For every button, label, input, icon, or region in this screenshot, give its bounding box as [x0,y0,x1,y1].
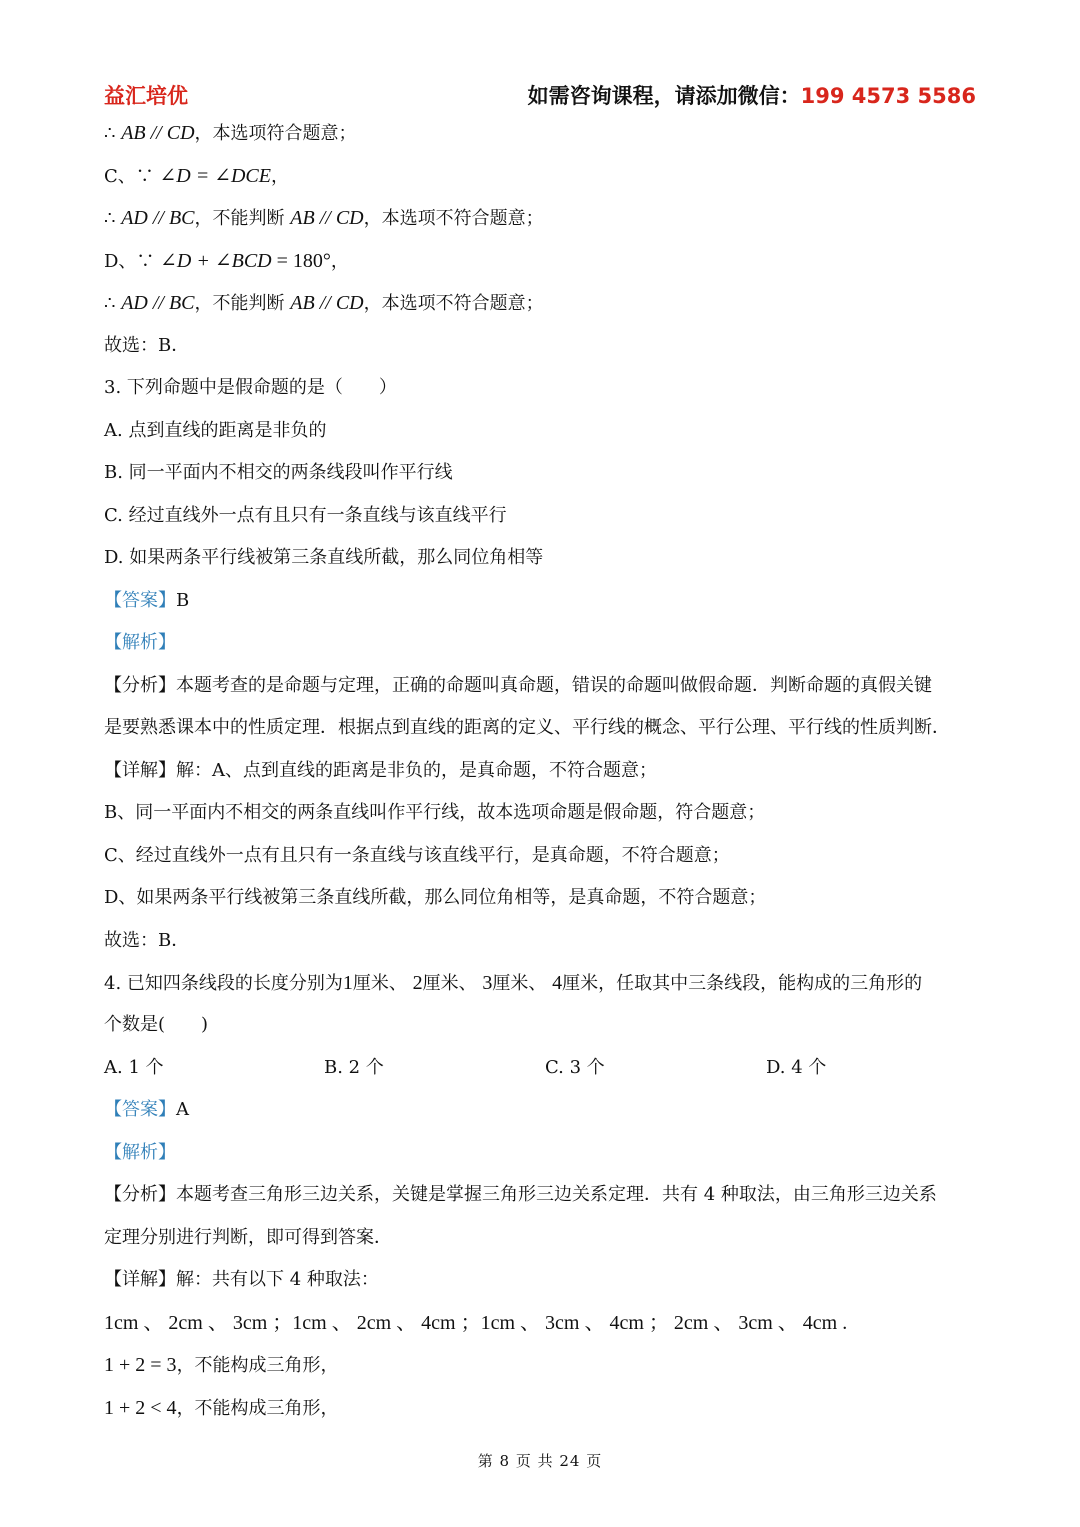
q4-options-row [104,1055,980,1081]
q3-option-a: A. 点到直线的距离是非负的 [104,420,327,441]
line-text: ，本选项不符合题意； [363,293,544,314]
therefore-symbol: ∴ [104,293,116,314]
line-text: ，本选项不符合题意； [363,208,544,229]
contact-info [528,80,976,110]
q3-detail-line: C、经过直线外一点有且只有一条直线与该直线平行，是真命题，不符合题意； [104,845,730,866]
line-text: ， [270,166,289,187]
q4-analysis-line: 定理分别进行判断，即可得到答案． [104,1227,392,1248]
math-number: 3 [482,972,493,994]
q4-option-b: B. 2 个 [324,1057,384,1078]
math-number: 1 [342,972,353,994]
page-number: 第 8 页 共 24 页 [477,1452,603,1470]
q3-conclusion: 故选：B． [104,930,190,951]
text-line [104,120,980,147]
math-expr: ∠D + ∠BCD [160,250,272,272]
line-text: ， [330,251,349,272]
text-line [104,163,980,190]
text-line [104,205,980,232]
line-text: ，本选项符合题意； [194,123,357,144]
q3-option-b: B. 同一平面内不相交的两条线段叫作平行线 [104,462,453,483]
line-text: ，不能构成三角形， [176,1355,339,1376]
question-4-stem-cont: 个数是( ) [104,1014,209,1035]
answer-value: B [176,590,190,611]
text-line [104,248,980,275]
q3-detail-line: B、同一平面内不相交的两条直线叫作平行线，故本选项命题是假命题，符合题意； [104,802,766,823]
q4-equation-line [104,1395,980,1422]
math-expr: AD // BC [121,207,195,229]
stem-text: 厘米、 [352,973,407,994]
math-expr: AB // CD [290,292,364,314]
stem-text: 厘米、 [422,973,477,994]
brand-name: 益汇培优 [104,84,188,108]
math-expr: 1 + 2 < 4 [104,1397,177,1419]
q4-detail-line: 【详解】解：共有以下 4 种取法： [104,1269,379,1290]
question-4-stem [104,970,980,997]
q4-option-a: A. 1 个 [104,1057,164,1078]
stem-text: 4. 已知四条线段的长度分别为 [104,973,343,994]
math-expr: 1 + 2 = 3 [104,1354,177,1376]
conclusion-line: 故选：B． [104,335,190,356]
math-number: 2 [412,972,423,994]
math-expr: AB // CD [290,207,364,229]
page-header [104,80,976,110]
q3-option-c: C. 经过直线外一点有且只有一条直线与该直线平行 [104,505,507,526]
therefore-symbol: ∴ [104,208,116,229]
wechat-number: 199 4573 5586 [800,84,976,108]
q4-option-d: D. 4 个 [766,1057,827,1078]
question-3-stem: 3. 下列命题中是假命题的是（ ） [104,377,397,398]
q3-detail-line: D、如果两条平行线被第三条直线所截，那么同位角相等，是真命题，不符合题意； [104,887,767,908]
text-line [104,290,980,317]
q4-equation-line [104,1352,980,1379]
q3-detail-line: 【详解】解：A、点到直线的距离是非负的，是真命题，不符合题意； [104,760,657,781]
q4-option-c: C. 3 个 [545,1057,605,1078]
math-number: 4 [552,972,563,994]
math-expr: ∠D = ∠DCE [159,165,271,187]
because-prefix: C、∵ [104,166,154,187]
stem-text: 厘米、 [492,973,547,994]
contact-label: 如需咨询课程，请添加微信： [527,84,801,108]
line-text: ，不能构成三角形， [176,1398,339,1419]
q3-analysis-line: 【分析】本题考查的是命题与定理，正确的命题叫真命题，错误的命题叫做假命题．判断命题的真假关键 [104,675,932,696]
math-expr: AD // BC [121,292,195,314]
q4-analysis-line: 【分析】本题考查三角形三边关系，关键是掌握三角形三边关系定理．共有 4 种取法，由三角形三边关系 [104,1184,937,1205]
answer-tag: 【答案】 [104,590,176,611]
q4-analysis-tag: 【解析】 [104,1142,176,1163]
q4-answer [104,1097,980,1123]
q3-answer [104,588,980,614]
answer-tag: 【答案】 [104,1099,176,1120]
line-text: ，不能判断 [194,293,285,314]
q3-option-d: D. 如果两条平行线被第三条直线所截，那么同位角相等 [104,547,544,568]
math-number: = 180° [271,250,331,272]
because-prefix: D、∵ [104,251,155,272]
q3-analysis-tag: 【解析】 [104,632,176,653]
line-text: ，不能判断 [194,208,285,229]
stem-text: 厘米，任取其中三条线段，能构成的三角形的 [562,973,923,994]
q4-combinations: 1cm 、 2cm 、 3cm ；1cm 、 2cm 、 4cm ；1cm 、 3cm 、 4cm ； 2cm 、 3cm 、 4cm . [104,1312,848,1334]
q3-analysis-line: 是要熟悉课本中的性质定理．根据点到直线的距离的定义、平行线的概念、平行公理、平行线的性质判断． [104,717,950,738]
answer-value: A [176,1099,189,1120]
therefore-symbol: ∴ [104,123,116,144]
math-expr: AB // CD [121,122,195,144]
